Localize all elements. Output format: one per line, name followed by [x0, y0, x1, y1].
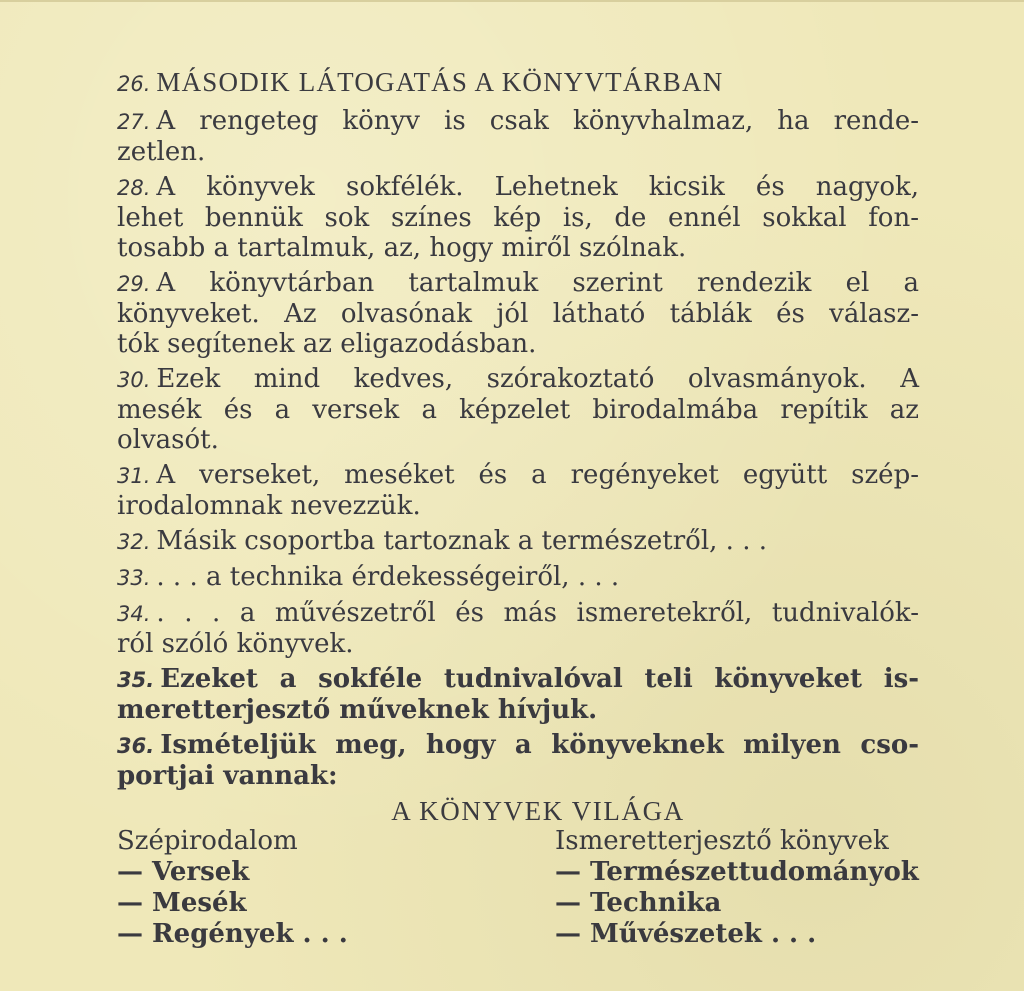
paragraph-line	[117, 364, 919, 395]
paragraph-text: könyveket. Az olvasónak jól látható táblák és válasz-	[117, 299, 919, 329]
paragraph-line	[117, 106, 919, 137]
paragraph-line	[117, 664, 919, 695]
paragraph-text: . . . a technika érdekességeiről, . . .	[156, 562, 620, 592]
paragraph-line	[117, 329, 919, 359]
category-item: — Versek	[117, 857, 250, 887]
numbered-paragraph	[117, 730, 919, 791]
world-title: A KÖNYVEK VILÁGA	[391, 796, 685, 826]
category-item: — Művészetek . . .	[555, 919, 817, 949]
heading-text: MÁSODIK LÁTOGATÁS A KÖNYVTÁRBAN	[156, 67, 724, 97]
paragraph-line	[117, 460, 919, 491]
paragraph-number: 27.	[117, 110, 151, 134]
paragraph-text: portjai vannak:	[117, 761, 338, 791]
paragraph-text: ról szóló könyvek.	[117, 629, 354, 659]
section-heading	[117, 64, 919, 102]
numbered-paragraph	[117, 268, 919, 359]
category-item: — Technika	[555, 888, 722, 918]
paragraph-text: zetlen.	[117, 137, 206, 167]
numbered-paragraph	[117, 172, 919, 263]
paragraph-number: 36.	[117, 734, 155, 758]
paragraph-number: 35.	[117, 668, 155, 692]
heading-number: 26.	[117, 72, 151, 96]
paragraph-line	[117, 491, 919, 521]
paragraph-line	[117, 730, 919, 761]
numbered-paragraph	[117, 562, 919, 593]
numbered-paragraph	[117, 598, 919, 659]
category-header-fiction: Szépirodalom	[117, 826, 298, 856]
paragraph-text: meretterjesztő műveknek hívjuk.	[117, 695, 598, 725]
paragraph-text: tosabb a tartalmuk, az, hogy miről szólnak.	[117, 233, 687, 263]
paragraph-line	[117, 629, 919, 659]
paragraph-line	[117, 395, 919, 425]
paragraph-number: 29.	[117, 272, 151, 296]
paragraph-text: Ezek mind kedves, szórakoztató olvasmányok. A	[156, 364, 919, 394]
paragraph-line	[117, 233, 919, 263]
numbered-paragraph	[117, 106, 919, 167]
paragraph-line	[117, 598, 919, 629]
paragraph-line	[117, 203, 919, 233]
paragraph-text: Ismételjük meg, hogy a könyveknek milyen cso-	[160, 730, 919, 760]
paragraph-text: irodalomnak nevezzük.	[117, 491, 421, 521]
paragraph-line	[117, 761, 919, 791]
paragraph-number: 31.	[117, 464, 151, 488]
numbered-paragraph	[117, 526, 919, 557]
paragraph-text: olvasót.	[117, 425, 219, 455]
numbered-paragraph	[117, 364, 919, 455]
paragraph-line	[117, 268, 919, 299]
paragraph-text: Másik csoportba tartoznak a természetről, . . .	[156, 526, 767, 556]
category-item: — Regények . . .	[117, 919, 348, 949]
paragraph-text: A verseket, meséket és a regényeket együtt szép-	[156, 460, 919, 490]
paragraph-text: mesék és a versek a képzelet birodalmába repítik az	[117, 395, 919, 425]
paragraph-number: 33.	[117, 566, 151, 590]
paragraph-text: A könyvek sokfélék. Lehetnek kicsik és nagyok,	[156, 172, 919, 202]
paragraph-list	[117, 106, 919, 791]
paragraph-line	[117, 299, 919, 329]
category-item: — Mesék	[117, 888, 247, 918]
paragraph-line	[117, 172, 919, 203]
paragraph-line	[117, 526, 919, 557]
paragraph-line	[117, 562, 919, 593]
paragraph-text: lehet bennük sok színes kép is, de ennél sokkal fon-	[117, 203, 919, 233]
paragraph-text: A könyvtárban tartalmuk szerint rendezik el a	[156, 268, 919, 298]
paragraph-line	[117, 425, 919, 455]
paragraph-text: A rengeteg könyv is csak könyvhalmaz, ha rende-	[156, 106, 919, 136]
category-column-fiction	[117, 826, 348, 950]
paragraph-text: . . . a művészetről és más ismeretekről, tudnivalók-	[156, 598, 919, 628]
numbered-paragraph	[117, 460, 919, 521]
category-columns	[117, 826, 919, 952]
paragraph-text: Ezeket a sokféle tudnivalóval teli könyveket is-	[160, 664, 919, 694]
paragraph-line	[117, 695, 919, 725]
paragraph-number: 30.	[117, 368, 151, 392]
category-item: — Természettudományok	[555, 857, 919, 887]
page-content	[117, 64, 919, 952]
paragraph-number: 32.	[117, 530, 151, 554]
category-header-nonfiction: Ismeretterjesztő könyvek	[555, 826, 889, 856]
paragraph-number: 28.	[117, 176, 151, 200]
paragraph-line	[117, 137, 919, 167]
category-column-nonfiction	[555, 826, 919, 950]
numbered-paragraph	[117, 664, 919, 725]
paragraph-text: tók segítenek az eligazodásban.	[117, 329, 537, 359]
paragraph-number: 34.	[117, 602, 151, 626]
